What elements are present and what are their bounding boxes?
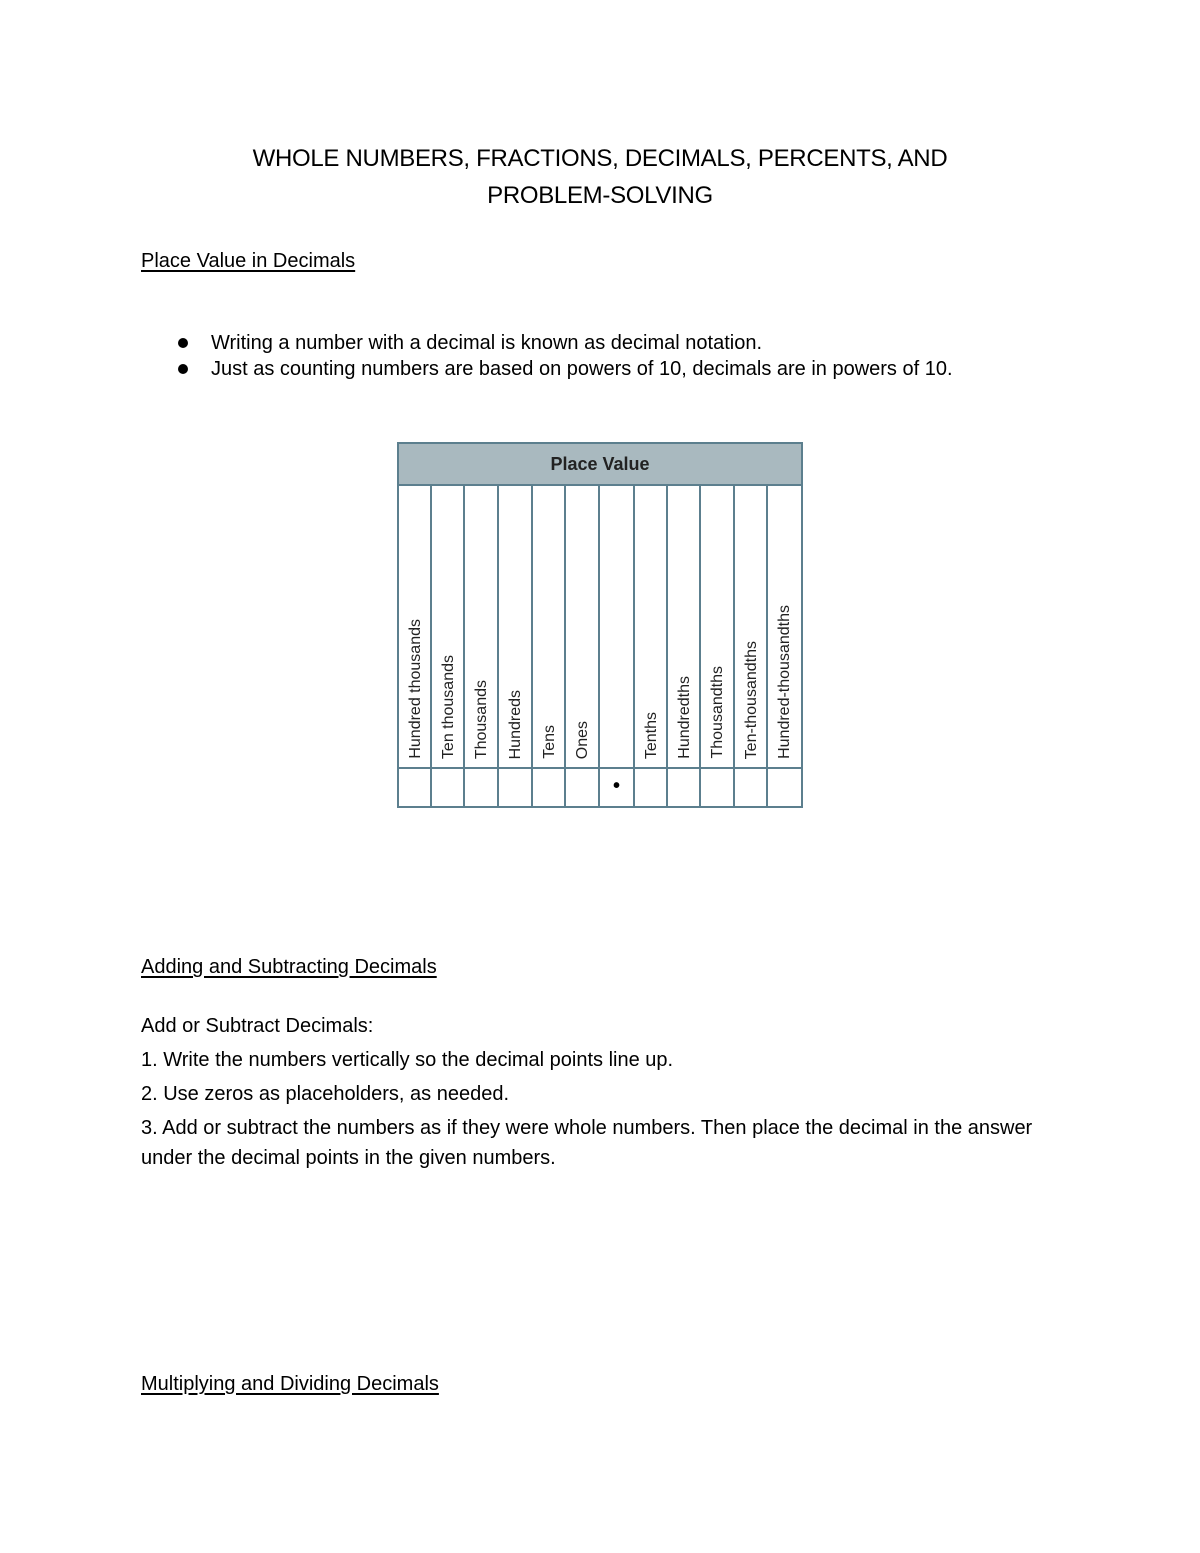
list-item [141,356,953,382]
column-label-cell [499,486,531,769]
digit-cell [533,769,564,806]
step-item: 3. Add or subtract the numbers as if they were whole numbers. Then place the decimal in the answer under the decimal points in the given numbers. [141,1117,1033,1169]
column-label: Hundreds [507,689,524,759]
column-label: Thousands [473,679,490,759]
step-item: 2. Use zeros as placeholders, as needed. [141,1083,509,1105]
column-label-cell [600,486,633,769]
place-value-column [432,486,465,806]
column-label-cell [465,486,497,769]
column-label: Tens [541,725,558,759]
column-label: Ten-thousandths [743,640,760,759]
column-label: Ones [574,720,591,759]
column-label-cell [735,486,766,769]
digit-cell [668,769,699,806]
place-value-column [499,486,533,806]
column-label-cell [566,486,598,769]
place-value-column [668,486,701,806]
document-title [150,140,1050,214]
place-value-header: Place Value [399,444,801,486]
column-label-cell [701,486,733,769]
column-label-cell [635,486,666,769]
decimal-point-cell: • [612,775,620,797]
column-label: Hundredths [676,676,693,759]
digit-cell [635,769,666,806]
place-value-column [465,486,499,806]
digit-cell [465,769,497,806]
digit-cell [432,769,463,806]
step-item: 1. Write the numbers vertically so the decimal points line up. [141,1049,674,1071]
digit-cell [499,769,531,806]
place-value-column [768,486,801,806]
title-line-2: PROBLEM-SOLVING [487,182,713,209]
column-label: Tenths [643,711,660,759]
column-label: Hundred-thousandths [776,605,793,759]
column-label: Thousandths [709,666,726,759]
place-value-column [635,486,668,806]
column-label-cell [432,486,463,769]
title-line-1: WHOLE NUMBERS, FRACTIONS, DECIMALS, PERCENTS, AND [252,145,948,172]
bullet-list [141,330,953,382]
place-value-column [566,486,600,806]
steps-intro: Add or Subtract Decimals: [141,1015,374,1037]
column-label-cell [768,486,801,769]
column-label-cell [399,486,430,769]
digit-cell [735,769,766,806]
place-value-column [533,486,566,806]
bullet-text: Just as counting numbers are based on powers of 10, decimals are in powers of 10. [211,358,953,380]
place-value-column [600,486,635,806]
place-value-column [399,486,432,806]
list-item [141,330,953,356]
section-heading-place-value: Place Value in Decimals [141,250,356,272]
bullet-icon [178,338,188,348]
bullet-text: Writing a number with a decimal is known as decimal notation. [211,332,762,354]
digit-cell [701,769,733,806]
section-heading-multiplying-dividing: Multiplying and Dividing Decimals [141,1373,439,1395]
digit-cell [768,769,801,806]
bullet-icon [178,364,188,374]
column-label-cell [533,486,564,769]
place-value-column [701,486,735,806]
place-value-table [397,442,803,808]
digit-cell [399,769,430,806]
column-label: Ten thousands [440,654,457,759]
column-label-cell [668,486,699,769]
steps-list [141,1045,1041,1177]
digit-cell [566,769,598,806]
place-value-column [735,486,768,806]
section-heading-adding-subtracting: Adding and Subtracting Decimals [141,956,437,978]
column-label: Hundred thousands [407,619,424,759]
